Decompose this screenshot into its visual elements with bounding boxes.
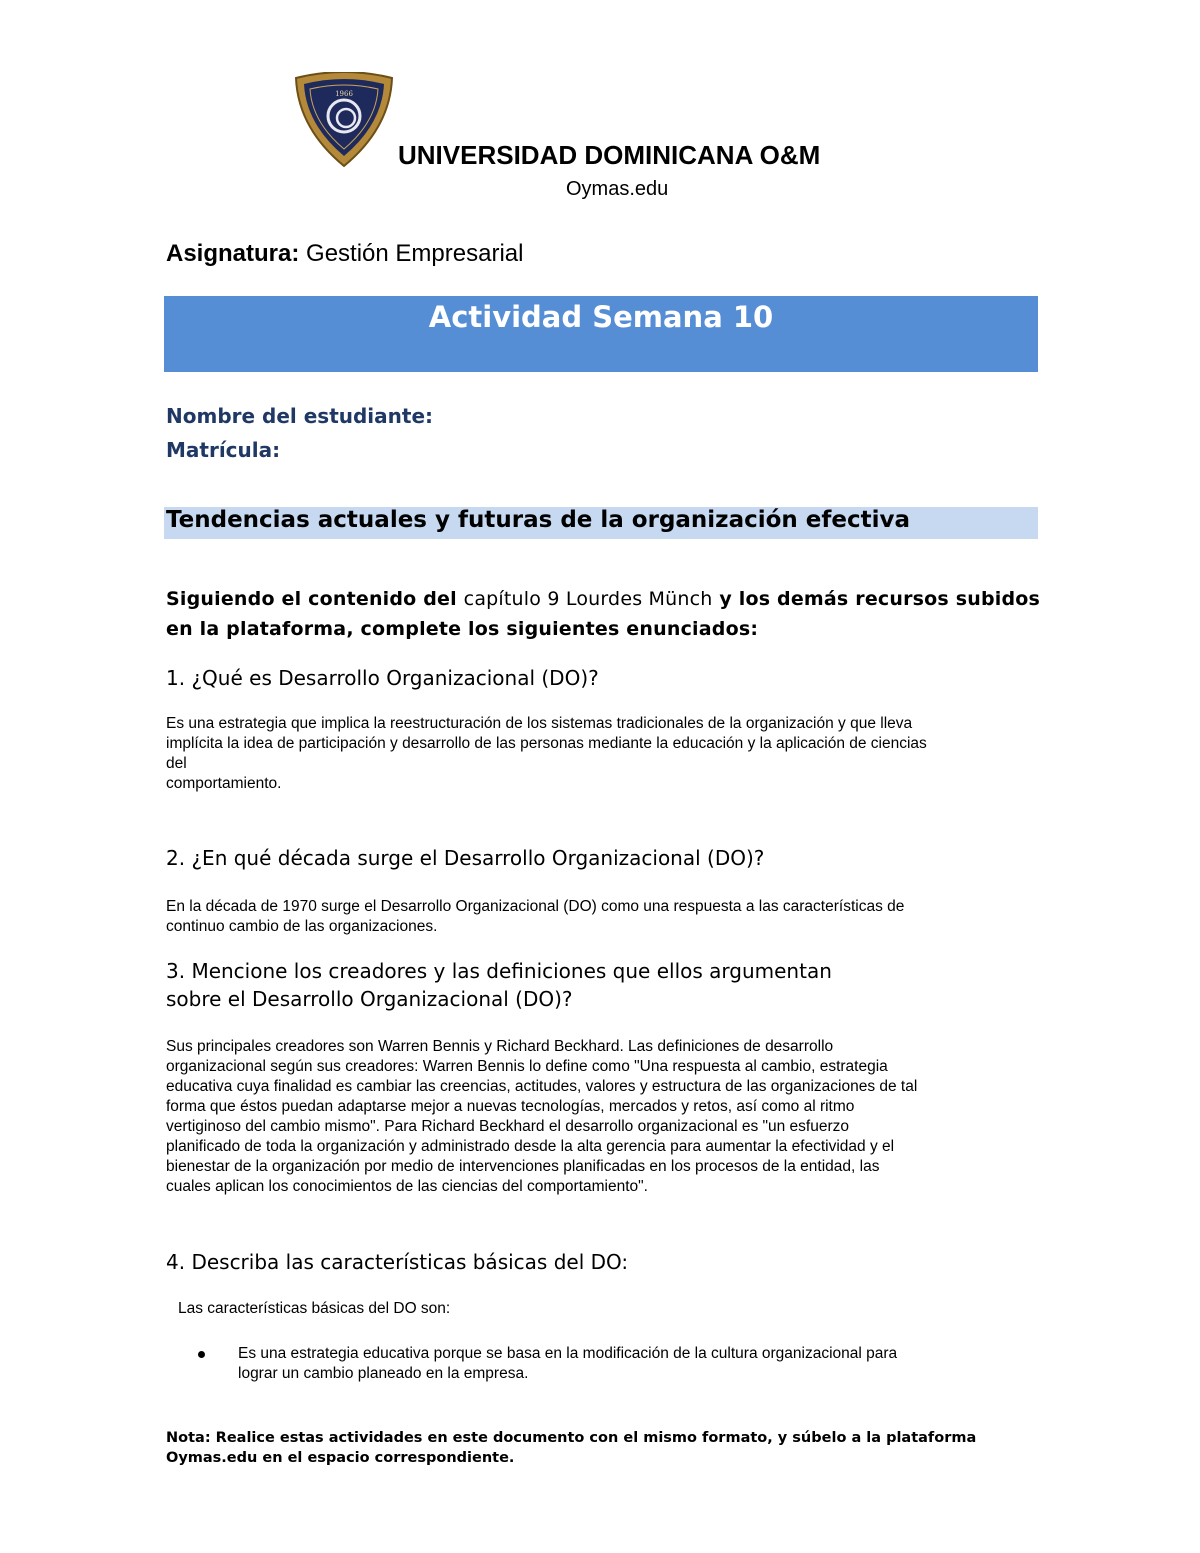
section-header (164, 507, 1038, 539)
subject-value: Gestión Empresarial (306, 240, 524, 267)
answer-line: vertiginoso del cambio mismo". Para Richard Beckhard el desarrollo organizacional es "un esfuerzo (166, 1118, 850, 1135)
university-logo (292, 72, 396, 168)
answer-2 (166, 897, 1046, 937)
list-item-text (238, 1344, 1028, 1384)
instructions (166, 584, 1046, 644)
activity-banner (164, 296, 1038, 372)
answer-line: organizacional según sus creadores: Warren Bennis lo define como "Una respuesta al cambio, estrategia (166, 1058, 888, 1075)
student-id-label: Matrícula: (166, 438, 281, 462)
answer-line: educativa cuya finalidad es cambiar las creencias, actitudes, valores y estructura de las organizaciones de tal (166, 1078, 918, 1095)
answer-1 (166, 714, 1046, 794)
answer-line: implícita la idea de participación y desarrollo de las personas mediante la educación y la aplicación de ciencias (166, 735, 927, 752)
logo-year: 1966 (335, 90, 353, 98)
answer-line: cuales aplican los conocimientos de las ciencias del comportamiento". (166, 1178, 648, 1195)
activity-title: Actividad Semana 10 (428, 300, 774, 334)
question-2-title: 2. ¿En qué década surge el Desarrollo Organizacional (DO)? (166, 846, 765, 870)
answer-line: continuo cambio de las organizaciones. (166, 918, 438, 935)
answer-line: comportamiento. (166, 775, 282, 792)
instructions-part3: y los demás recursos subidos en la plataforma, complete los siguientes enunciados: (166, 588, 1041, 640)
section-title: Tendencias actuales y futuras de la organización efectiva (166, 507, 911, 533)
note-line: Nota: Realice estas actividades en este documento con el mismo formato, y súbelo a la plataforma (166, 1430, 977, 1446)
subject-line (166, 240, 523, 268)
answer-4-intro: Las características básicas del DO son: (178, 1300, 451, 1317)
instructions-reference: capítulo 9 Lourdes Münch (463, 588, 713, 610)
question-3-title-line1: 3. Mencione los creadores y las definiciones que ellos argumentan (166, 959, 832, 983)
answer-line: del (166, 755, 187, 772)
subject-label: Asignatura: (166, 240, 300, 267)
instructions-part1: Siguiendo el contenido del (166, 588, 464, 610)
answer-3 (166, 1037, 1046, 1197)
bullet-icon (198, 1351, 205, 1358)
question-3-title (166, 957, 832, 1013)
answer-line: bienestar de la organización por medio de intervenciones planificadas en los procesos de la entidad, las (166, 1158, 880, 1175)
answer-line: Es una estrategia que implica la reestructuración de los sistemas tradicionales de la organización y que lleva (166, 715, 913, 732)
footer-note (166, 1428, 1046, 1468)
university-website: Oymas.edu (566, 178, 669, 200)
note-line: Oymas.edu en el espacio correspondiente. (166, 1450, 515, 1466)
university-name: UNIVERSIDAD DOMINICANA O&M (398, 140, 821, 170)
student-name-label: Nombre del estudiante: (166, 404, 434, 428)
list-item-line: Es una estrategia educativa porque se basa en la modificación de la cultura organizacional para (238, 1345, 898, 1362)
question-4-title: 4. Describa las características básicas del DO: (166, 1250, 629, 1274)
answer-line: planificado de toda la organización y administrado desde la alta gerencia para aumentar la efectividad y el (166, 1138, 895, 1155)
question-1-title: 1. ¿Qué es Desarrollo Organizacional (DO)? (166, 666, 599, 690)
list-item-line: lograr un cambio planeado en la empresa. (238, 1365, 529, 1382)
answer-line: En la década de 1970 surge el Desarrollo Organizacional (DO) como una respuesta a las características de (166, 898, 905, 915)
shield-icon (292, 72, 396, 168)
question-3-title-line2: sobre el Desarrollo Organizacional (DO)? (166, 987, 573, 1011)
answer-line: forma que éstos puedan adaptarse mejor a nuevas tecnologías, mercados y retos, así como al ritmo (166, 1098, 855, 1115)
answer-line: Sus principales creadores son Warren Bennis y Richard Beckhard. Las definiciones de desarrollo (166, 1038, 834, 1055)
